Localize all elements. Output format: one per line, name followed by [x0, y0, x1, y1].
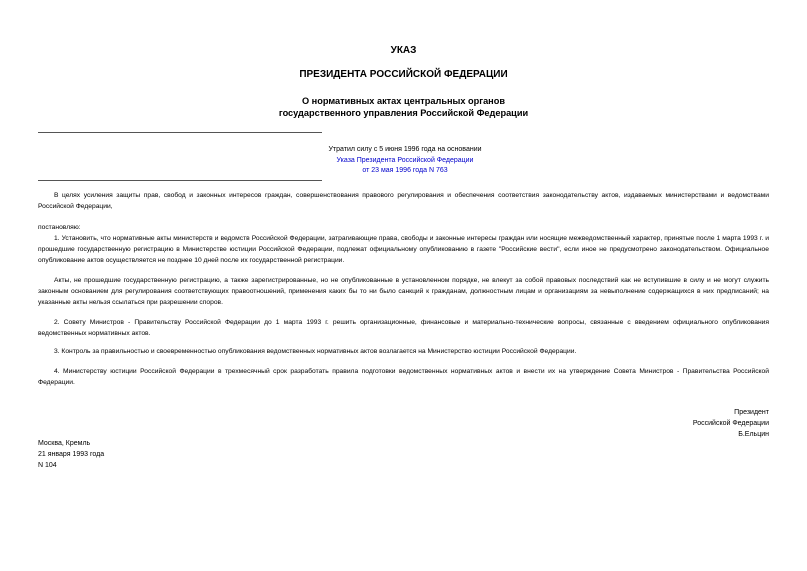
document-number: N 104 — [38, 462, 57, 469]
clause-3-paragraph: 3. Контроль за правильностью и своевременностью опубликования ведомственных нормативных актов возлагается на Министерство юстиции Российской Федерации. — [54, 348, 577, 355]
clause-4-paragraph: 4. Министерству юстиции Российской Федерации в трехмесячный срок разработать правила подготовки ведомственных нормативных актов и внести их на утверждение Совета Министров - Правительства Российской Федерации. — [38, 368, 769, 386]
revocation-text: Утратил силу с 5 июня 1996 года на основании — [328, 146, 482, 153]
revocation-link-line2[interactable]: от 23 мая 1996 года N 763 — [362, 167, 448, 174]
revocation-link[interactable] — [290, 156, 520, 177]
revocation-link-line1[interactable]: Указа Президента Российской Федерации — [336, 156, 474, 164]
bottom-divider — [38, 180, 322, 181]
clause-1-continuation-paragraph: Акты, не прошедшие государственную регистрацию, а также зарегистрированные, но не опубликованные в установленном порядке, не влекут за собой правовых последствий как не вступившие в силу и не могут служить законным основанием для регулирования соответствующих правоотношений, применения каких бы то ни было санкций к гражданам, должностным лицам и организациям за невыполнение содержащихся в них предписаний; на указанные акты нельзя ссылаться при разрешении споров. — [38, 277, 769, 306]
preamble-paragraph: В целях усиления защиты прав, свобод и законных интересов граждан, совершенствования правового регулирования и обеспечения соответствия законодательству актов, издаваемых министерствами и ведомствами Российской Федерации, — [38, 192, 769, 210]
signature-block — [569, 407, 769, 440]
clause-1-paragraph: 1. Установить, что нормативные акты министерств и ведомств Российской Федерации, затрагивающие права, свободы и законные интересы граждан или носящие межведомственный характер, принятые после 1 марта 1993 г. и прошедшие государственную регистрацию в Министерстве юстиции Российской Федерации, подлежат официальному опубликованию в газете "Российские вести", если иное не предусмотрено законодательством. Официальное опубликование актов осуществляется не позднее 10 дней после их государственной регистрации. — [38, 235, 769, 264]
resolve-paragraph: постановляю: — [38, 224, 81, 231]
clause-2-paragraph: 2. Совету Министров - Правительству Российской Федерации до 1 марта 1993 г. решить организационные, финансовые и материально-технические вопросы, связанные с введением официального опубликования ведомственных нормативных актов. — [38, 319, 769, 337]
signature-title: Президент — [734, 409, 769, 416]
document-title-line1: О нормативных актах центральных органов — [301, 96, 505, 106]
top-divider — [38, 132, 322, 133]
signature-name: Б.Ельцин — [738, 431, 769, 438]
signature-country: Российской Федерации — [692, 420, 769, 427]
signing-place: Москва, Кремль — [38, 440, 91, 447]
place-date-block — [38, 438, 104, 471]
document-title-line2: государственного управления Российской Федерации — [278, 108, 529, 118]
signing-date: 21 января 1993 года — [38, 451, 105, 458]
issuer-heading: ПРЕЗИДЕНТА РОССИЙСКОЙ ФЕДЕРАЦИИ — [299, 69, 508, 80]
document-title — [0, 95, 807, 119]
revocation-note — [290, 145, 520, 177]
doc-type-heading: УКАЗ — [390, 45, 417, 56]
